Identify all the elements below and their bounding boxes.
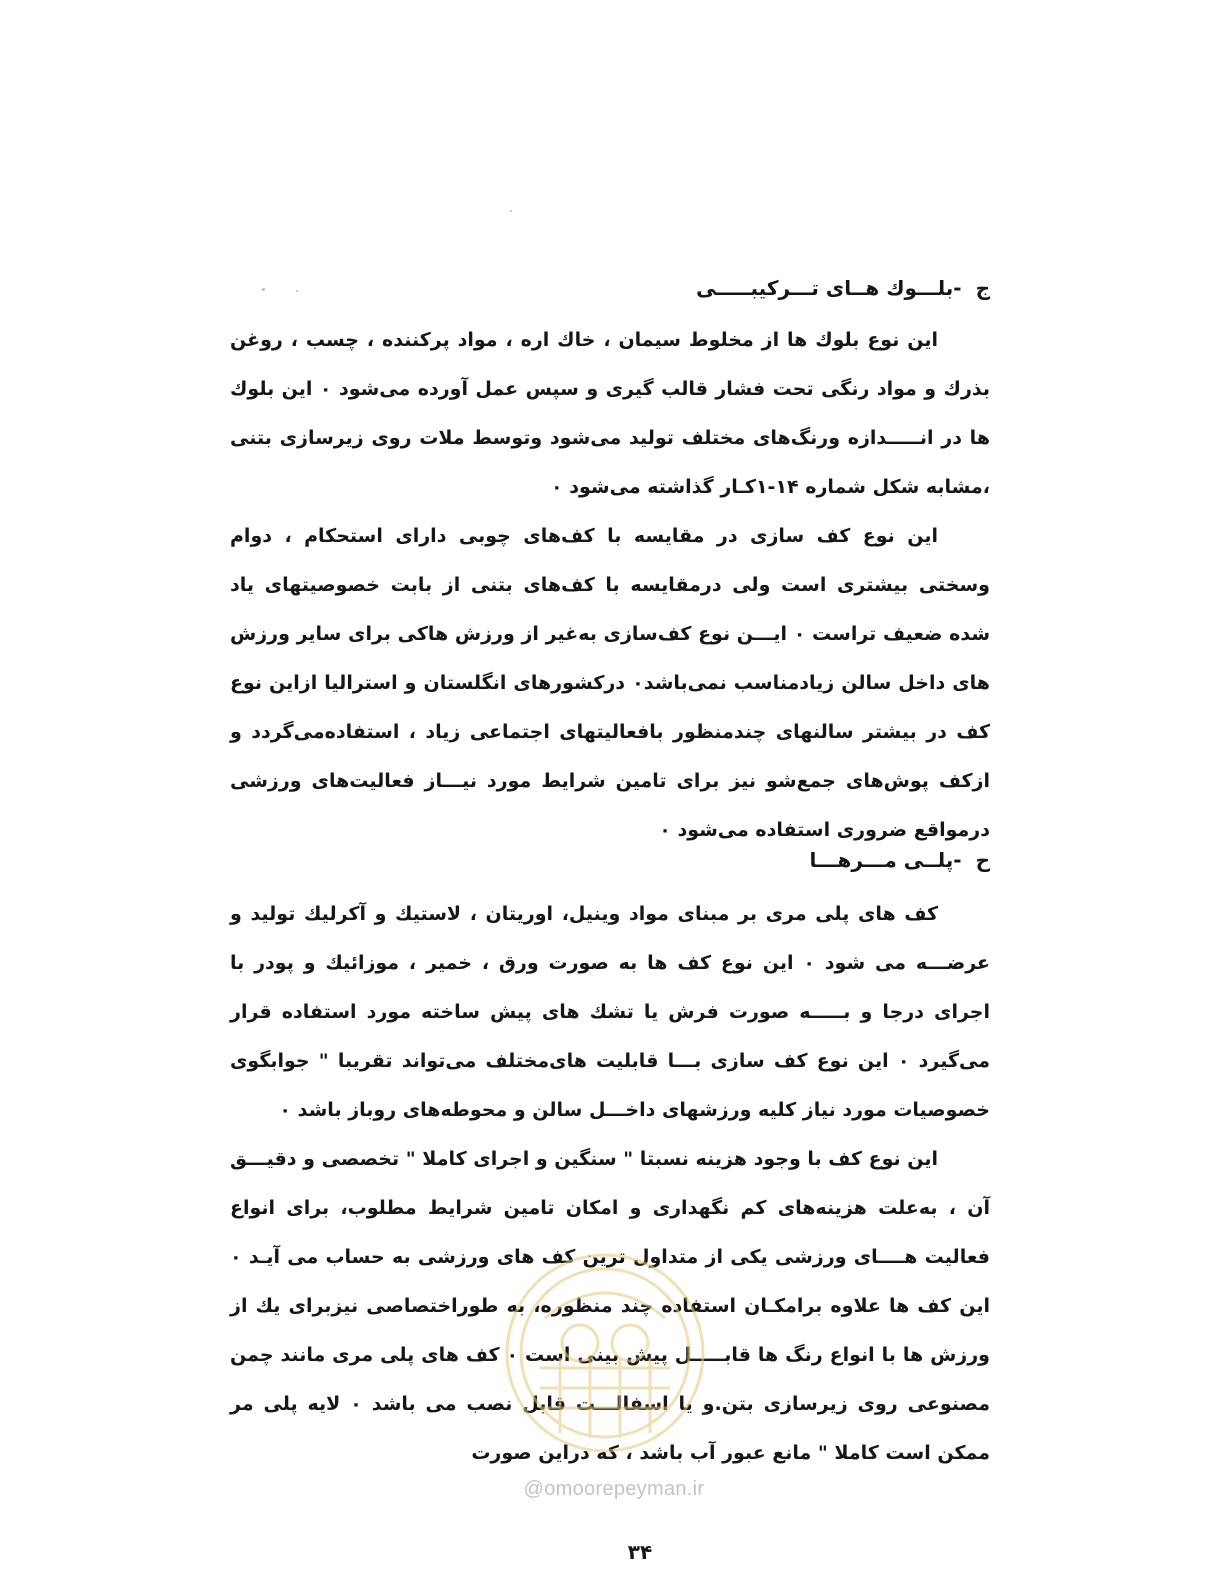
- section-c-body: [230, 316, 990, 855]
- section-h-paragraph-1: كف های پلی مری بر مبنای مواد وینیل، اوریتان ، لاستیك و آكرلیك تولید و عرضـــه می شود ۰ این نوع كف ها به صورت ورق ، خمیر ، موزائیك و پودر با اجرای درجا و بـــــه صورت فرش یا تشك های پیش ساخته مورد استفاده قرار می‌گیرد ۰ این نوع كف سازی بـــا قابلیت های‌مختلف می‌تواند تقریبا " جوابگوی خصوصیات مورد نیاز كلیه ورزشهای داخـــل سالن و محوطه‌های روباز باشد ۰: [230, 903, 990, 1121]
- watermark-site-text: @omoorepeyman.ir: [523, 1478, 705, 1500]
- section-c-title: -بلـــوك هــای تـــركیبـــــی: [696, 276, 962, 300]
- watermark-logo-icon: [500, 1248, 710, 1458]
- section-h-paragraph-2: این نوع كف با وجود هزینه نسبتا " سنگین و اجرای كاملا " تخصصی و دقیـــق آن ، به‌علت هزینه‌های كم نگهداری و امكان تامین شرایط مطلوب، برای انواع فعالیت هــــای ورزشی یكی از متداول ترین كف های ورزشی به حساب می آیـد ۰ این كف ها علاوه برامكـان استفاده چند منظوره، به طوراختصاصی نیزبرای یك از ورزش ها با انواع رنگ ها قابـــــل پیش بینی است ۰ كف های پلی مری مانند چمن مصنوعی روی زیرسازی بتن.و یا اسفالـــت قابل نصب می باشد ۰ لایه پلی مر ممكن است كاملا " مانع عبور آب باشد ، كه دراین صورت: [230, 1148, 990, 1464]
- section-c-letter: ج: [975, 276, 990, 300]
- section-c-paragraph-2: این نوع كف سازی در مقایسه با كف‌های چوبی دارای استحكام ، دوام وسختی بیشتری است ولی درمقایسه با كف‌های بتنی از بابت خصوصیتهای یاد شده ضعیف تراست ۰ ایـــن نوع كف‌سازی به‌غیر از ورزش هاكی برای سایر ورزش های داخل سالن زیادمناسب نمی‌باشد۰ دركشورهای انگلستان و استرالیا ازاین نوع كف در بیشتر سالنهای چندمنظور بافعالیتهای اجتماعی زیاد ، استفاده‌می‌گردد و ازكف پوش‌های جمع‌شو نیز برای تامین شرایط مورد نیـــاز فعالیت‌های ورزشی درمواقع ضروری استفاده می‌شود ۰: [230, 525, 991, 841]
- section-c-paragraph-1: این نوع بلوك ها از مخلوط سیمان ، خاك اره ، مواد پركننده ، چسب ، روغن بذرك و مواد رنگی تحت فشار قالب گیری و سپس عمل آورده می‌شود ۰ این بلوك ها در انـــــدازه ورنگ‌های مختلف تولید می‌شود وتوسط ملات روی زیرسازی بتنی ،مشابه شكل شماره ۱۴-۱كـار گذاشته می‌شود ۰: [230, 329, 990, 498]
- scan-speck: [510, 210, 512, 212]
- section-c-heading: [696, 276, 990, 300]
- section-h-title: -پلــی مـــرهـــا: [809, 848, 962, 872]
- scan-speck: [296, 290, 298, 292]
- page-number: ۳۴: [627, 1540, 653, 1564]
- section-h-heading: [810, 848, 990, 872]
- section-h-letter: ح: [975, 848, 990, 872]
- scan-speck: [262, 288, 265, 291]
